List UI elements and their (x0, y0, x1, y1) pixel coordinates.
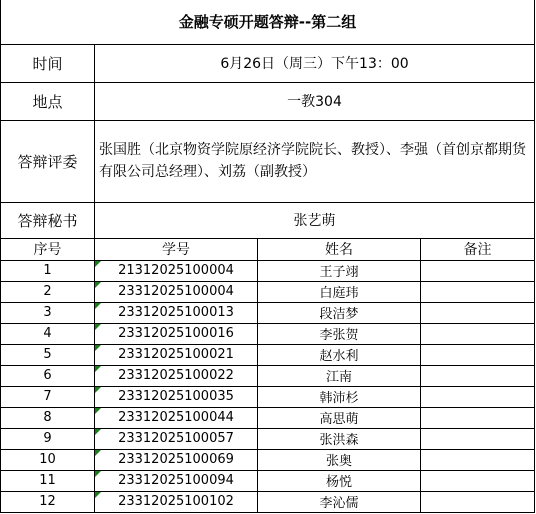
note-cell[interactable] (421, 281, 535, 302)
student-id-cell[interactable] (95, 386, 258, 407)
row-number-cell[interactable]: 5 (1, 344, 95, 365)
committee-value[interactable]: 张国胜（北京物资学院原经济学院院长、教授）、李强（首创京都期货有限公司总经理）、刘荔（副教授） (95, 120, 535, 202)
student-name-cell[interactable]: 白庭玮 (258, 281, 421, 302)
student-name-cell[interactable]: 李张贺 (258, 323, 421, 344)
row-number-cell[interactable]: 10 (1, 449, 95, 470)
student-id-text: 23312025100057 (118, 431, 234, 446)
table-row (1, 365, 535, 386)
number-stored-as-text-indicator (95, 366, 101, 372)
table-row (1, 491, 535, 512)
note-cell[interactable] (421, 260, 535, 281)
row-number-cell[interactable]: 8 (1, 407, 95, 428)
note-cell[interactable] (421, 407, 535, 428)
secretary-value[interactable]: 张艺萌 (95, 202, 535, 238)
student-id-text: 23312025100035 (118, 389, 234, 404)
table-row (1, 449, 535, 470)
note-cell[interactable] (421, 386, 535, 407)
student-id-text: 23312025100021 (118, 347, 234, 362)
number-stored-as-text-indicator (95, 324, 101, 330)
student-id-text: 21312025100004 (118, 263, 234, 278)
student-name-cell[interactable]: 江南 (258, 365, 421, 386)
table-title[interactable]: 金融专硕开题答辩--第二组 (1, 0, 535, 44)
student-id-text: 23312025100016 (118, 326, 234, 341)
student-name-cell[interactable]: 杨悦 (258, 470, 421, 491)
student-id-cell[interactable] (95, 344, 258, 365)
student-id-cell[interactable] (95, 428, 258, 449)
note-cell[interactable] (421, 302, 535, 323)
student-name-cell[interactable]: 张洪森 (258, 428, 421, 449)
note-cell[interactable] (421, 470, 535, 491)
student-id-text: 23312025100102 (118, 494, 234, 509)
student-id-cell[interactable] (95, 470, 258, 491)
table-row (1, 386, 535, 407)
table-row (1, 428, 535, 449)
row-number-cell[interactable]: 7 (1, 386, 95, 407)
student-name-cell[interactable]: 赵水利 (258, 344, 421, 365)
student-name-cell[interactable]: 韩沛杉 (258, 386, 421, 407)
student-name-cell[interactable]: 王子翊 (258, 260, 421, 281)
number-stored-as-text-indicator (95, 387, 101, 393)
student-id-cell[interactable] (95, 323, 258, 344)
table-row (1, 470, 535, 491)
student-name-cell[interactable]: 段洁梦 (258, 302, 421, 323)
student-name-cell[interactable]: 李沁儒 (258, 491, 421, 512)
student-id-cell[interactable] (95, 449, 258, 470)
student-id-text: 23312025100094 (118, 473, 234, 488)
student-id-cell[interactable] (95, 365, 258, 386)
row-number-cell[interactable]: 9 (1, 428, 95, 449)
student-id-cell[interactable] (95, 281, 258, 302)
row-number-cell[interactable]: 2 (1, 281, 95, 302)
table-row (1, 344, 535, 365)
column-header-no[interactable]: 序号 (1, 238, 95, 260)
time-label[interactable]: 时间 (1, 44, 95, 82)
student-id-text: 23312025100022 (118, 368, 234, 383)
note-cell[interactable] (421, 428, 535, 449)
row-number-cell[interactable]: 4 (1, 323, 95, 344)
number-stored-as-text-indicator (95, 345, 101, 351)
number-stored-as-text-indicator (95, 450, 101, 456)
place-label[interactable]: 地点 (1, 82, 95, 120)
student-id-text: 23312025100004 (118, 284, 234, 299)
table-row (1, 407, 535, 428)
number-stored-as-text-indicator (95, 492, 101, 498)
number-stored-as-text-indicator (95, 303, 101, 309)
student-id-text: 23312025100069 (118, 452, 234, 467)
row-number-cell[interactable]: 3 (1, 302, 95, 323)
note-cell[interactable] (421, 449, 535, 470)
number-stored-as-text-indicator (95, 261, 101, 267)
note-cell[interactable] (421, 323, 535, 344)
row-number-cell[interactable]: 1 (1, 260, 95, 281)
number-stored-as-text-indicator (95, 408, 101, 414)
column-header-name[interactable]: 姓名 (258, 238, 421, 260)
note-cell[interactable] (421, 491, 535, 512)
note-cell[interactable] (421, 344, 535, 365)
row-number-cell[interactable]: 11 (1, 470, 95, 491)
student-id-cell[interactable] (95, 491, 258, 512)
note-cell[interactable] (421, 365, 535, 386)
student-id-cell[interactable] (95, 407, 258, 428)
place-value[interactable]: 一教304 (95, 82, 535, 120)
student-id-text: 23312025100013 (118, 305, 234, 320)
student-id-cell[interactable] (95, 302, 258, 323)
secretary-label[interactable]: 答辩秘书 (1, 202, 95, 238)
column-header-note[interactable]: 备注 (421, 238, 535, 260)
student-id-text: 23312025100044 (118, 410, 234, 425)
number-stored-as-text-indicator (95, 471, 101, 477)
column-header-id[interactable]: 学号 (95, 238, 258, 260)
number-stored-as-text-indicator (95, 282, 101, 288)
time-value[interactable]: 6月26日（周三）下午13：00 (95, 44, 535, 82)
committee-label[interactable]: 答辩评委 (1, 120, 95, 202)
table-row (1, 302, 535, 323)
table-row (1, 260, 535, 281)
table-row (1, 323, 535, 344)
student-name-cell[interactable]: 高思萌 (258, 407, 421, 428)
student-name-cell[interactable]: 张奥 (258, 449, 421, 470)
row-number-cell[interactable]: 6 (1, 365, 95, 386)
table-row (1, 281, 535, 302)
row-number-cell[interactable]: 12 (1, 491, 95, 512)
number-stored-as-text-indicator (95, 429, 101, 435)
student-id-cell[interactable] (95, 260, 258, 281)
